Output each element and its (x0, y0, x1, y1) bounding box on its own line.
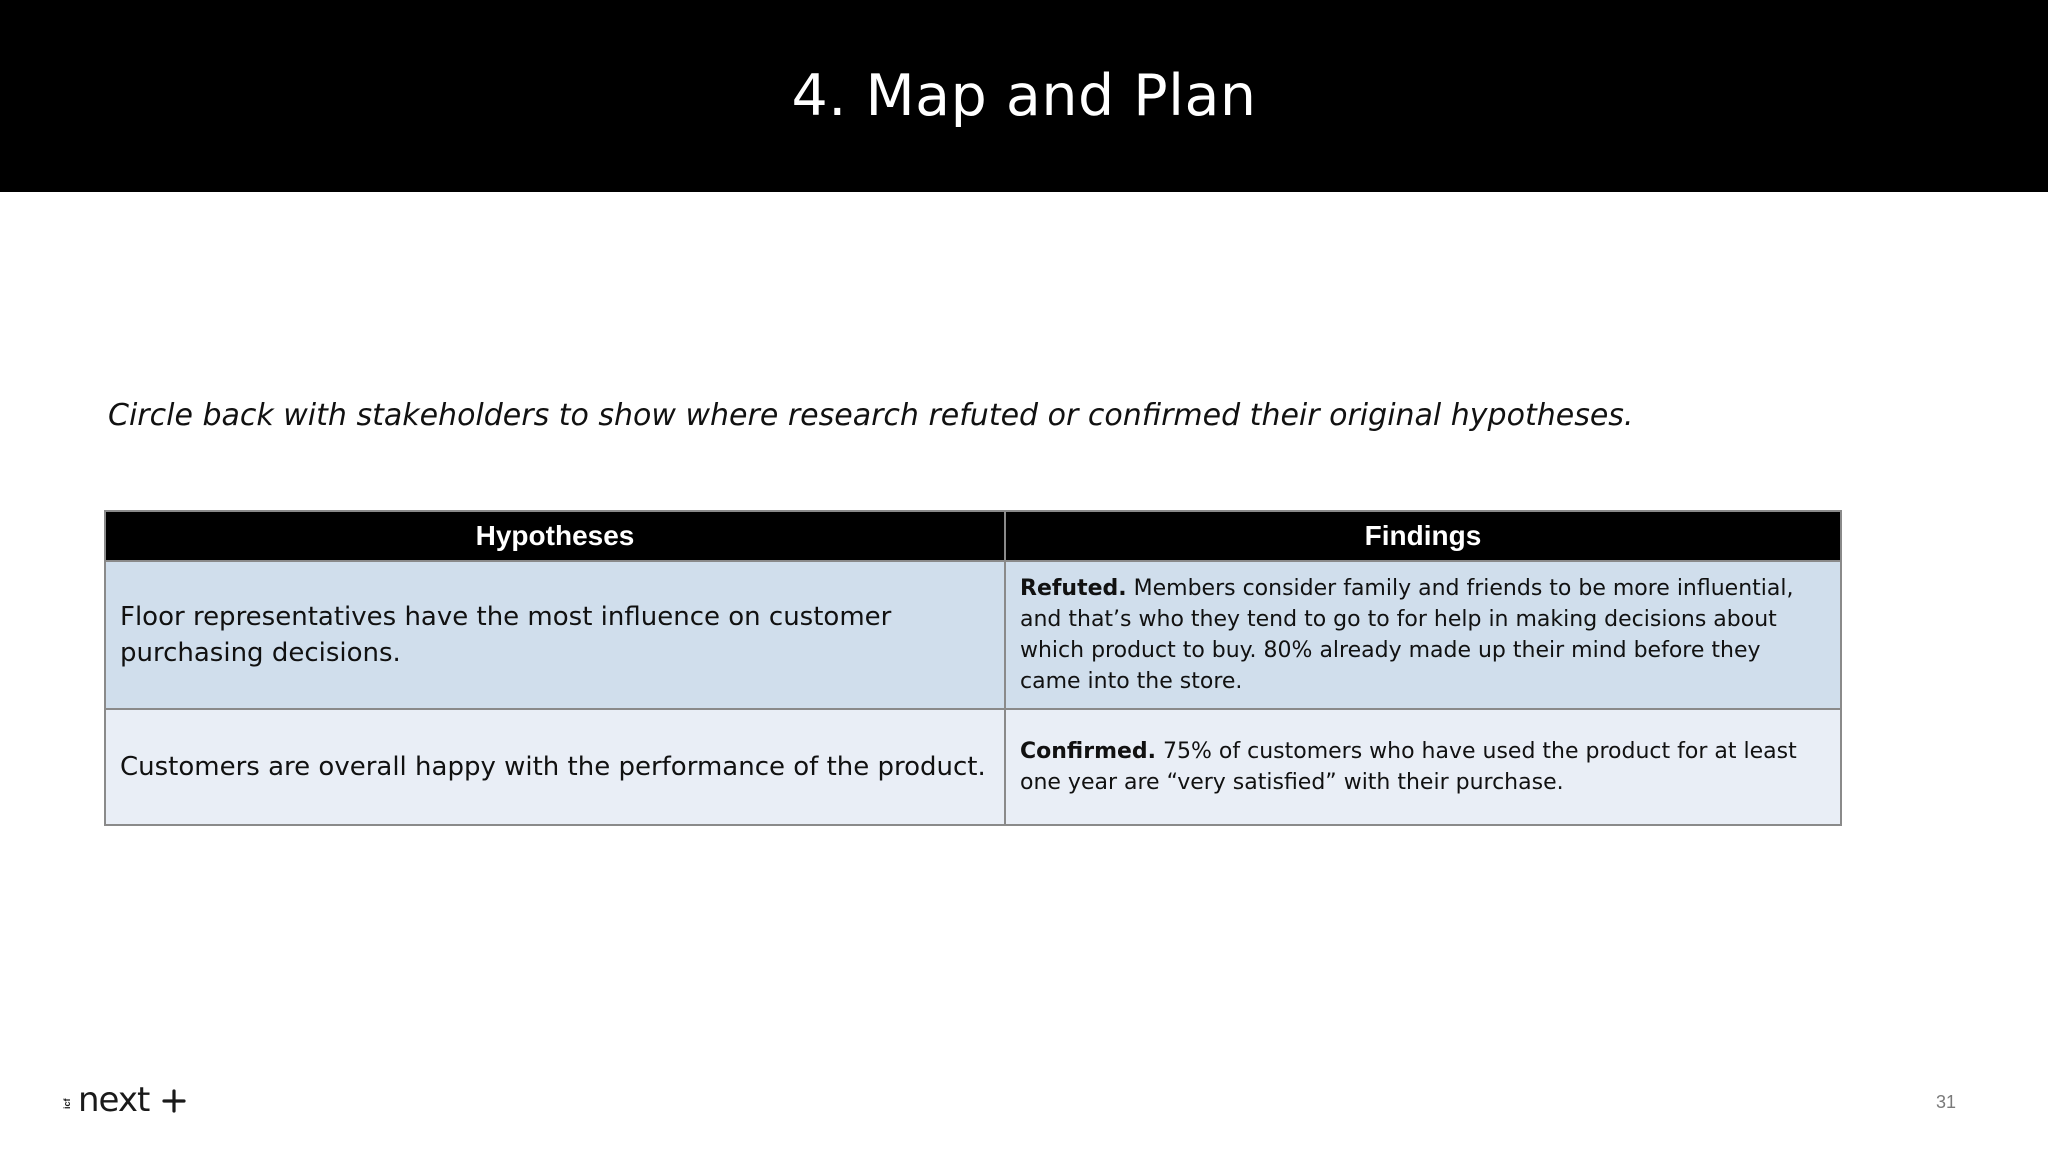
table-row (105, 709, 1841, 825)
page-number: 31 (1936, 1092, 1957, 1112)
logo-product-text: next (78, 1085, 150, 1117)
table-row (105, 561, 1841, 709)
slide-title: 4. Map and Plan (791, 63, 1257, 129)
hypotheses-header: Hypotheses (105, 511, 1005, 561)
plus-icon (164, 1091, 184, 1111)
icf-next-logo (62, 1085, 192, 1117)
finding-cell (1005, 561, 1841, 709)
logo-brand-text: icf (62, 1098, 72, 1109)
finding-text: 75% of customers who have used the product for at least one year are “very satisfied” with their purchase. (1020, 739, 1797, 795)
slide-subtitle: Circle back with stakeholders to show where research refuted or confirmed their original hypotheses. (108, 398, 1634, 433)
verdict-label: Refuted. (1020, 576, 1127, 601)
table-header-row (105, 511, 1841, 561)
hypothesis-cell: Floor representatives have the most influence on customer purchasing decisions. (105, 561, 1005, 709)
hypothesis-cell: Customers are overall happy with the performance of the product. (105, 709, 1005, 825)
verdict-label: Confirmed. (1020, 739, 1157, 764)
finding-cell (1005, 709, 1841, 825)
title-bar (0, 0, 2048, 192)
findings-header: Findings (1005, 511, 1841, 561)
finding-text: Members consider family and friends to be more influential, and that’s who they tend to go to for help in making decisions about which product to buy. 80% already made up their mind before they came into the store. (1020, 576, 1794, 694)
hypotheses-table (104, 510, 1842, 826)
